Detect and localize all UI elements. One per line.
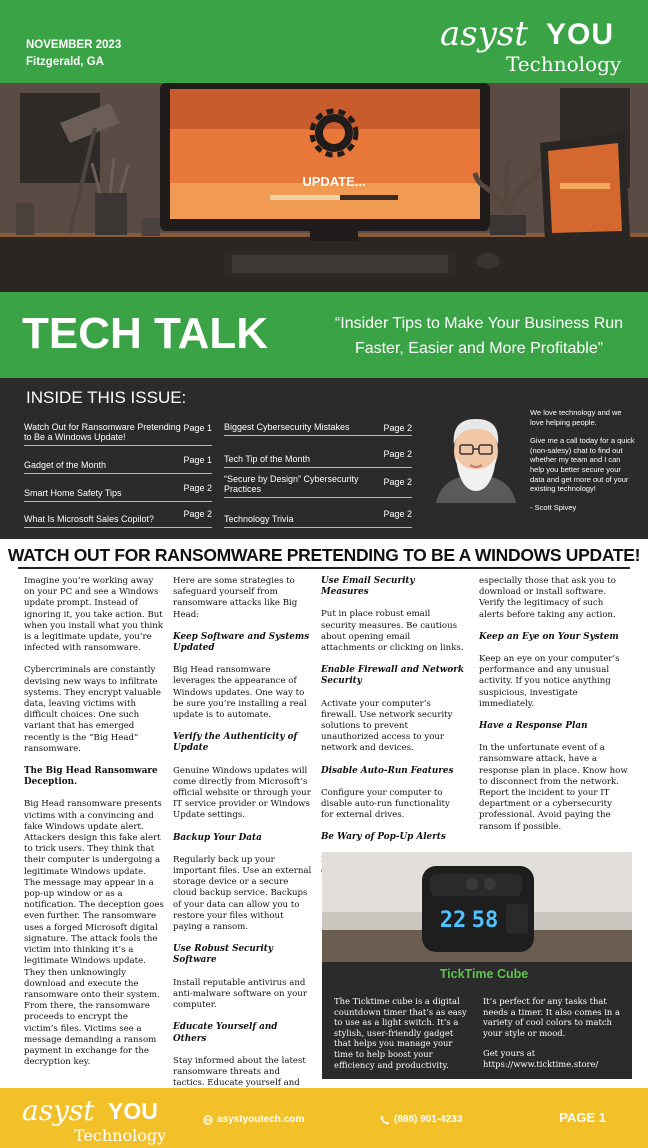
bio-intro: We love technology and we love helping people.	[530, 408, 622, 427]
website-text: asystyoutech.com	[217, 1114, 305, 1125]
toc-item-page: Page 2	[383, 477, 412, 487]
toc-item-page: Page 2	[183, 509, 212, 519]
toc-item-title: “Secure by Design” Cybersecurity Practices	[224, 474, 359, 494]
footer-phone[interactable]	[380, 1114, 462, 1125]
masthead	[0, 0, 648, 83]
article-subheading: Have a Response Plan	[479, 721, 588, 732]
article-paragraph: especially those that ask you to download or install software. Verify the legitimacy of such alerts before taking any action.	[479, 576, 616, 620]
toc-item-title: Tech Tip of the Month	[224, 454, 311, 464]
footer-logo	[22, 1094, 172, 1144]
toc-item[interactable]	[224, 506, 412, 528]
hero-illustration	[0, 83, 648, 292]
toc-item-page: Page 2	[383, 449, 412, 459]
phone-text: (888) 901-4233	[394, 1114, 463, 1125]
article-subheading: Educate Yourself and Others	[173, 1022, 278, 1044]
toc-item-page: Page 2	[383, 423, 412, 433]
article-paragraph: Big Head ransomware presents victims with a convincing and fake Windows update alert. Attackers design this fake alert to trick users. They think that their computer is undergoing a legitimate Windows update. The message may appear in a pop-up window or as a notification. The deception goes even further. The ransomware uses a forged Microsoft digital signature. The attack fools the victim into thinking it’s a legitimate Windows update. They then unknowingly download and execute the ransomware onto their system. From there, the ransomware proceeds to encrypt the victim’s files. Victims see a message demanding a ransom payment in exchange for the decryption key.	[24, 799, 164, 1068]
footer	[0, 1088, 648, 1148]
author-portrait	[432, 411, 520, 503]
toc-item-page: Page 2	[183, 483, 212, 493]
company-logo	[440, 14, 640, 78]
article-column-2	[173, 576, 313, 1123]
inside-this-issue	[0, 378, 648, 539]
toc-item-title: Technology Trivia	[224, 514, 294, 524]
article-subheading: Use Email Security Measures	[321, 576, 415, 598]
toc-item-page: Page 1	[183, 455, 212, 465]
gadget-description	[334, 996, 470, 1080]
article-paragraph: Activate your computer’s firewall. Use network security solutions to prevent unauthorized access to your network and devices.	[321, 698, 453, 754]
toc-item-title: Gadget of the Month	[24, 460, 107, 470]
article-paragraph: Regularly back up your important files. Use an external storage device or a secure cloud backup service. Backups of your data can allow you to restore your files without paying a ransom.	[173, 854, 312, 933]
headline-divider	[18, 567, 630, 569]
clock-minutes: 22	[439, 908, 467, 933]
logo-asyst-text: asyst	[22, 1094, 95, 1127]
logo-you-text: YOU	[108, 1098, 158, 1124]
article-subheading: Be Wary of Pop-Up Alerts	[321, 832, 446, 843]
article-paragraph: Configure your computer to disable auto-run functionality for external drives.	[321, 787, 450, 821]
toc-item-title: Watch Out for Ransomware Pretending to Be a Windows Update!	[24, 422, 181, 442]
article-subheading: Verify the Authenticity of Update	[173, 732, 298, 754]
hero-screen-text: UPDATE...	[302, 174, 366, 189]
issue-location: Fitzgerald, GA	[26, 56, 104, 68]
globe-icon	[203, 1115, 213, 1125]
toc-item[interactable]	[24, 452, 212, 474]
phone-icon	[380, 1115, 390, 1125]
article-paragraph: Here are some strategies to safeguard yourself from ransomware attacks like Big Head:	[173, 576, 298, 620]
toc-item-title: Biggest Cybersecurity Mistakes	[224, 422, 350, 432]
bio-callout: Give me a call today for a quick (non-salesy) chat to find out whether my team and I can help you better secure your data and get more out of your existing technology!	[530, 436, 635, 494]
gadget-title: TickTime Cube	[439, 967, 529, 981]
ticktime-cube-photo	[322, 852, 632, 962]
article-subheading: Keep an Eye on Your System	[479, 631, 619, 642]
toc-item-title: Smart Home Safety Tips	[24, 488, 122, 498]
author-bio	[530, 408, 636, 521]
clock-seconds: 58	[471, 908, 499, 933]
issue-date: NOVEMBER 2023	[26, 39, 122, 51]
issue-info	[26, 37, 121, 71]
page-number: PAGE 1	[559, 1110, 606, 1125]
toc-item-page: Page 2	[383, 509, 412, 519]
gadget-of-the-month	[322, 852, 632, 1079]
toc-item[interactable]	[24, 420, 212, 446]
newsletter-tagline: “Insider Tips to Make Your Business Run Faster, Easier and More Profitable”	[334, 315, 624, 357]
toc-item-title: What Is Microsoft Sales Copilot?	[24, 514, 155, 524]
logo-technology-text: Technology	[74, 1126, 167, 1145]
toc-item[interactable]	[224, 474, 412, 498]
article-subheading: The Big Head Ransomware Deception.	[24, 766, 158, 788]
gadget-paragraph: It’s perfect for any tasks that needs a timer. It also comes in a variety of cool colors to match your style or mood.	[483, 996, 620, 1038]
gadget-details	[483, 996, 623, 1080]
article-subheading: Keep Software and Systems Updated	[173, 631, 310, 654]
article-subheading: Enable Firewall and Network Security	[321, 665, 464, 687]
inside-title: INSIDE THIS ISSUE:	[26, 388, 187, 407]
toc-item[interactable]	[224, 420, 412, 436]
toc-item[interactable]	[24, 480, 212, 502]
article-paragraph: Install reputable antivirus and anti-malware software on your computer.	[173, 977, 307, 1011]
article-subheading: Disable Auto-Run Features	[321, 765, 454, 776]
gadget-paragraph: The Ticktime cube is a digital countdown timer that’s as easy to use as a light switch. It’s a stylish, user-friendly gadget that helps you manage your time to help boost your efficiency and productivity.	[334, 996, 467, 1070]
article-paragraph: Genuine Windows updates will come directly from Microsoft’s official website or through your IT service provider or Windows Update settings.	[173, 765, 311, 821]
footer-website[interactable]	[203, 1114, 304, 1125]
article-paragraph: In the unfortunate event of a ransomware attack, have a response plan in place. Know how to disconnect from the network. Report the incident to your IT department or a cybersecurity professional. Avoid paying the ransom if possible.	[479, 743, 628, 832]
article-column-1	[24, 576, 164, 1079]
article-column-4	[479, 576, 629, 844]
newsletter-title: TECH TALK	[22, 309, 269, 358]
gadget-link[interactable]: Get yours at https://www.ticktime.store/	[483, 1048, 599, 1069]
article-headline: WATCH OUT FOR RANSOMWARE PRETENDING TO BE A WINDOWS UPDATE!	[7, 545, 641, 565]
article-paragraph: Imagine you’re working away on your PC and see a Windows update prompt. Instead of ignoring it, you take action. But when you install what you think is a legitimate update, you’re infected with ransomware.	[24, 576, 164, 654]
article-paragraph: Cybercriminals are constantly devising new ways to infiltrate systems. They encrypt valuable data, leaving victims with difficult choices. One such variant that has emerged recently is the “Big Head” ransomware.	[24, 665, 161, 754]
tech-talk-band	[0, 292, 648, 378]
article-paragraph: Put in place robust email security measures. Be cautious about opening email attachments or clicking on links.	[321, 609, 464, 654]
toc-item[interactable]	[224, 446, 412, 468]
toc-item[interactable]	[24, 506, 212, 528]
article-subheading: Backup Your Data	[173, 832, 262, 843]
toc-item-page: Page 1	[183, 423, 212, 433]
article-paragraph: Keep an eye on your computer’s performance and any unusual activity. If you notice anything suspicious, investigate immediately.	[479, 654, 620, 709]
logo-you-text: YOU	[546, 18, 615, 51]
article-paragraph: Stay informed about the latest ransomware threats and tactics. Educate yourself and	[173, 1055, 306, 1089]
bio-signature: - Scott Spivey	[530, 502, 577, 512]
logo-technology-text: Technology	[506, 52, 622, 76]
article-subheading: Use Robust Security Software	[173, 944, 273, 966]
article-column-3	[321, 576, 465, 888]
logo-asyst-text: asyst	[440, 14, 529, 54]
article-paragraph: Big Head ransomware leverages the appearance of Windows updates. One way to be sure you’re installing a real update is to automate.	[173, 665, 307, 721]
